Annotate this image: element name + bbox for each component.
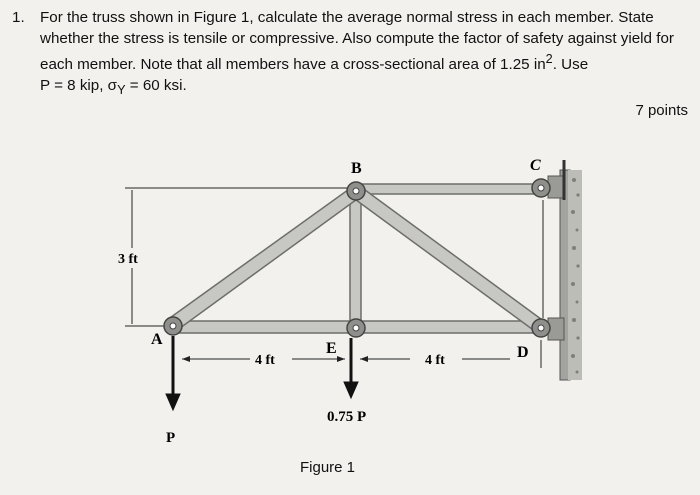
yield-subscript: Y	[117, 82, 126, 97]
load-label-a: P	[166, 430, 176, 446]
pin-d	[532, 319, 550, 337]
node-label-e: E	[326, 340, 337, 357]
figure-caption: Figure 1	[300, 459, 356, 476]
load-values: P = 8 kip, σ	[40, 76, 118, 94]
points-label: 7 points	[635, 102, 688, 119]
member-bd	[352, 187, 545, 332]
member-ab	[167, 187, 360, 331]
dim-label-right: 4 ft	[425, 353, 445, 368]
yield-value: = 60 ksi.	[125, 76, 187, 94]
span-dimension	[182, 340, 541, 368]
pin-a	[164, 317, 182, 335]
dim-label-left: 4 ft	[255, 353, 275, 368]
problem-number: 1.	[12, 9, 25, 26]
height-label: 3 ft	[118, 252, 138, 267]
wall-support	[548, 160, 582, 380]
pin-c	[532, 179, 550, 197]
node-label-c: C	[530, 157, 541, 174]
node-label-a: A	[151, 331, 163, 348]
node-label-b: B	[351, 160, 362, 177]
problem-text-part-1: For the truss shown in Figure 1, calculate the average normal stress in each member. State whether the stress is tensile or compressive. Also compute the factor of safety against yield for each member. Note that all members have a cross-sectional area of 1.25 in	[40, 9, 674, 74]
load-label-e: 0.75 P	[327, 409, 367, 425]
member-bc	[352, 184, 541, 194]
member-be	[350, 192, 361, 329]
area-exponent: 2	[545, 52, 553, 66]
pin-b	[347, 182, 365, 200]
problem-text-part-2: . Use	[552, 56, 589, 74]
truss-members	[167, 184, 545, 333]
pin-e	[347, 319, 365, 337]
node-label-d: D	[517, 344, 529, 361]
